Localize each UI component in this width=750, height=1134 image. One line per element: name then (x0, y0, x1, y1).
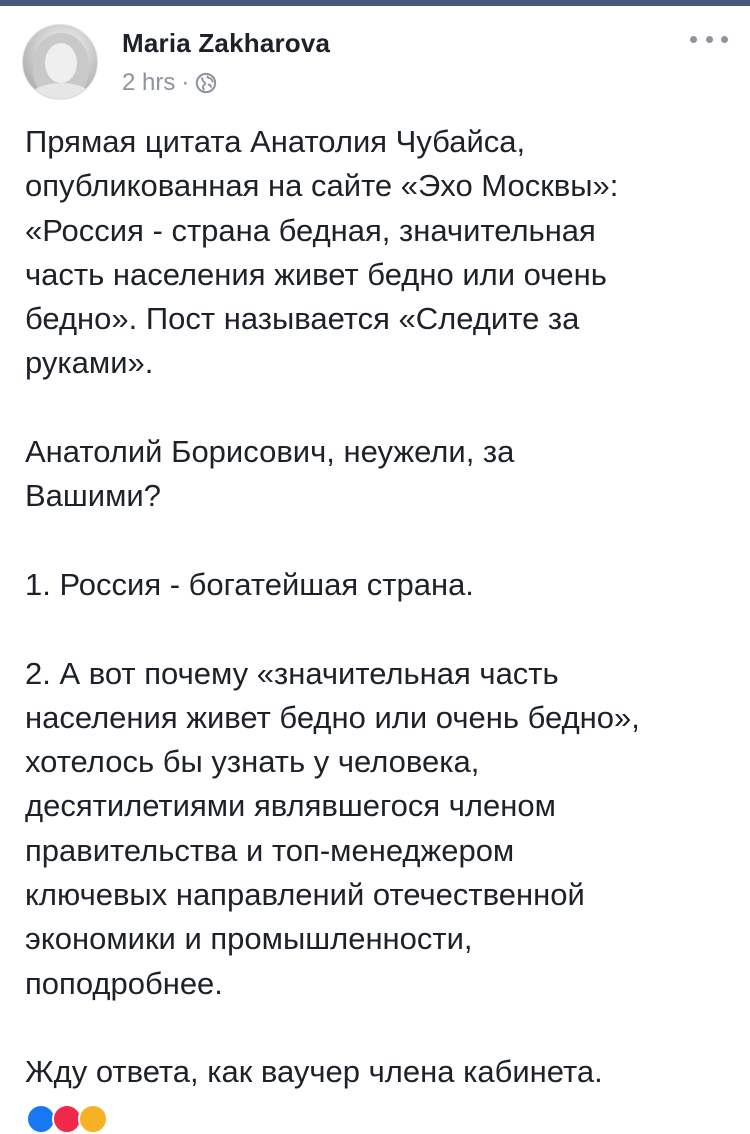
meta-separator: · (181, 69, 190, 96)
text-line: правительства и топ-менеджером (25, 832, 515, 868)
text-line: ключевых направлений отечественной (25, 877, 585, 913)
more-dot (690, 36, 697, 43)
text-line: опубликованная на сайте «Эхо Москвы»: (25, 168, 619, 204)
text-line: 1. Россия - богатейшая страна. (25, 566, 474, 602)
post-paragraph (25, 430, 725, 519)
reactions-bar[interactable] (26, 1104, 104, 1134)
text-line: населения живет бедно или очень бедно», (25, 699, 640, 735)
text-line: часть населения живет бедно или очень (25, 256, 607, 292)
text-line: Анатолий Борисович, неужели, за (25, 434, 515, 470)
author-name[interactable]: Maria Zakharova (122, 28, 331, 58)
post-paragraph (25, 1050, 725, 1094)
text-line: десятилетиями являвшегося членом (25, 788, 556, 824)
post-paragraph (25, 652, 725, 1006)
text-line: 2. А вот почему «значительная часть (25, 655, 559, 691)
avatar-face (45, 43, 77, 83)
haha-reaction-icon (78, 1104, 108, 1134)
post-time[interactable]: 2 hrs (122, 69, 176, 96)
text-line: Вашими? (25, 478, 161, 514)
text-line: бедно». Пост называется «Следите за (25, 301, 580, 337)
text-line: Жду ответа, как ваучер члена кабинета. (25, 1054, 603, 1090)
text-line: экономики и промышленности, (25, 921, 473, 957)
text-line: руками». (25, 345, 154, 381)
more-dot (721, 36, 728, 43)
more-options-icon[interactable] (690, 24, 728, 54)
more-dot (706, 36, 713, 43)
globe-icon[interactable] (195, 72, 217, 94)
post-paragraph (25, 120, 725, 386)
post-text (25, 120, 725, 1095)
post-meta (122, 68, 217, 98)
text-line: Прямая цитата Анатолия Чубайса, (25, 124, 526, 159)
post-header (22, 24, 728, 104)
avatar[interactable] (22, 24, 98, 100)
text-line: хотелось бы узнать у человека, (25, 744, 480, 780)
text-line: поподробнее. (25, 965, 223, 1001)
text-line: «Россия - страна бедная, значительная (25, 212, 596, 248)
top-bar (0, 0, 750, 6)
post-paragraph (25, 563, 725, 607)
